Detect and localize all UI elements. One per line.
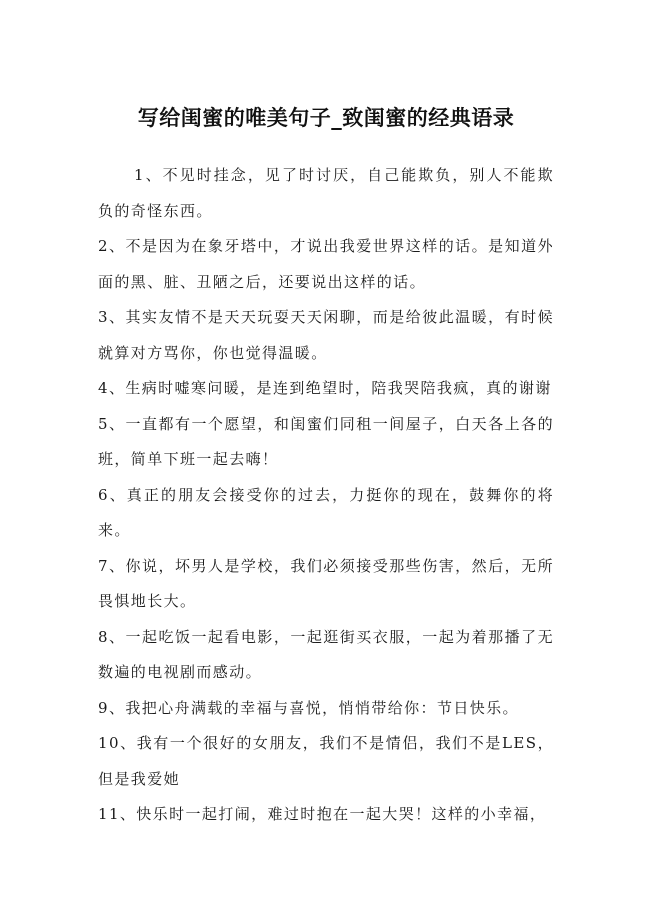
quote-entry-10: 10、我有一个很好的女朋友，我们不是情侣，我们不是LES，但是我爱她 (98, 734, 554, 788)
quote-entry-9: 9、我把心舟满载的幸福与喜悦，悄悄带给你：节日快乐。 (98, 698, 519, 717)
quote-entry-4: 4、生病时嘘寒问暖，是连到绝望时，陪我哭陪我疯，真的谢谢 (98, 379, 552, 397)
quote-entry-11: 11、快乐时一起打闹，难过时抱在一起大哭！这样的小幸福， (98, 805, 547, 823)
quote-entry-3: 3、其实友情不是天天玩耍天天闲聊，而是给彼此温暖，有时候就算对方骂你，你也觉得温暖。 (98, 308, 554, 362)
quote-entry-8: 8、一起吃饭一起看电影，一起逛街买衣服，一起为着那播了无数遍的电视剧而感动。 (98, 627, 554, 681)
quote-list (98, 158, 554, 833)
page-title: 写给闺蜜的唯美句子_致闺蜜的经典语录 (137, 106, 515, 130)
quote-entry-7: 7、你说，坏男人是学校，我们必须接受那些伤害，然后，无所畏惧地长大。 (98, 556, 554, 610)
quote-entry-6: 6、真正的朋友会接受你的过去，力挺你的现在，鼓舞你的将来。 (98, 485, 554, 539)
quote-entry-1: 1、不见时挂念，见了时讨厌，自己能欺负，别人不能欺负的奇怪东西。 (98, 166, 554, 220)
quote-entry-2: 2、不是因为在象牙塔中，才说出我爱世界这样的话。是知道外面的黑、脏、丑陋之后，还要说出这样的话。 (98, 237, 554, 291)
quote-entry-5: 5、一直都有一个愿望，和闺蜜们同租一间屋子，白天各上各的班，简单下班一起去嗨！ (98, 414, 554, 468)
